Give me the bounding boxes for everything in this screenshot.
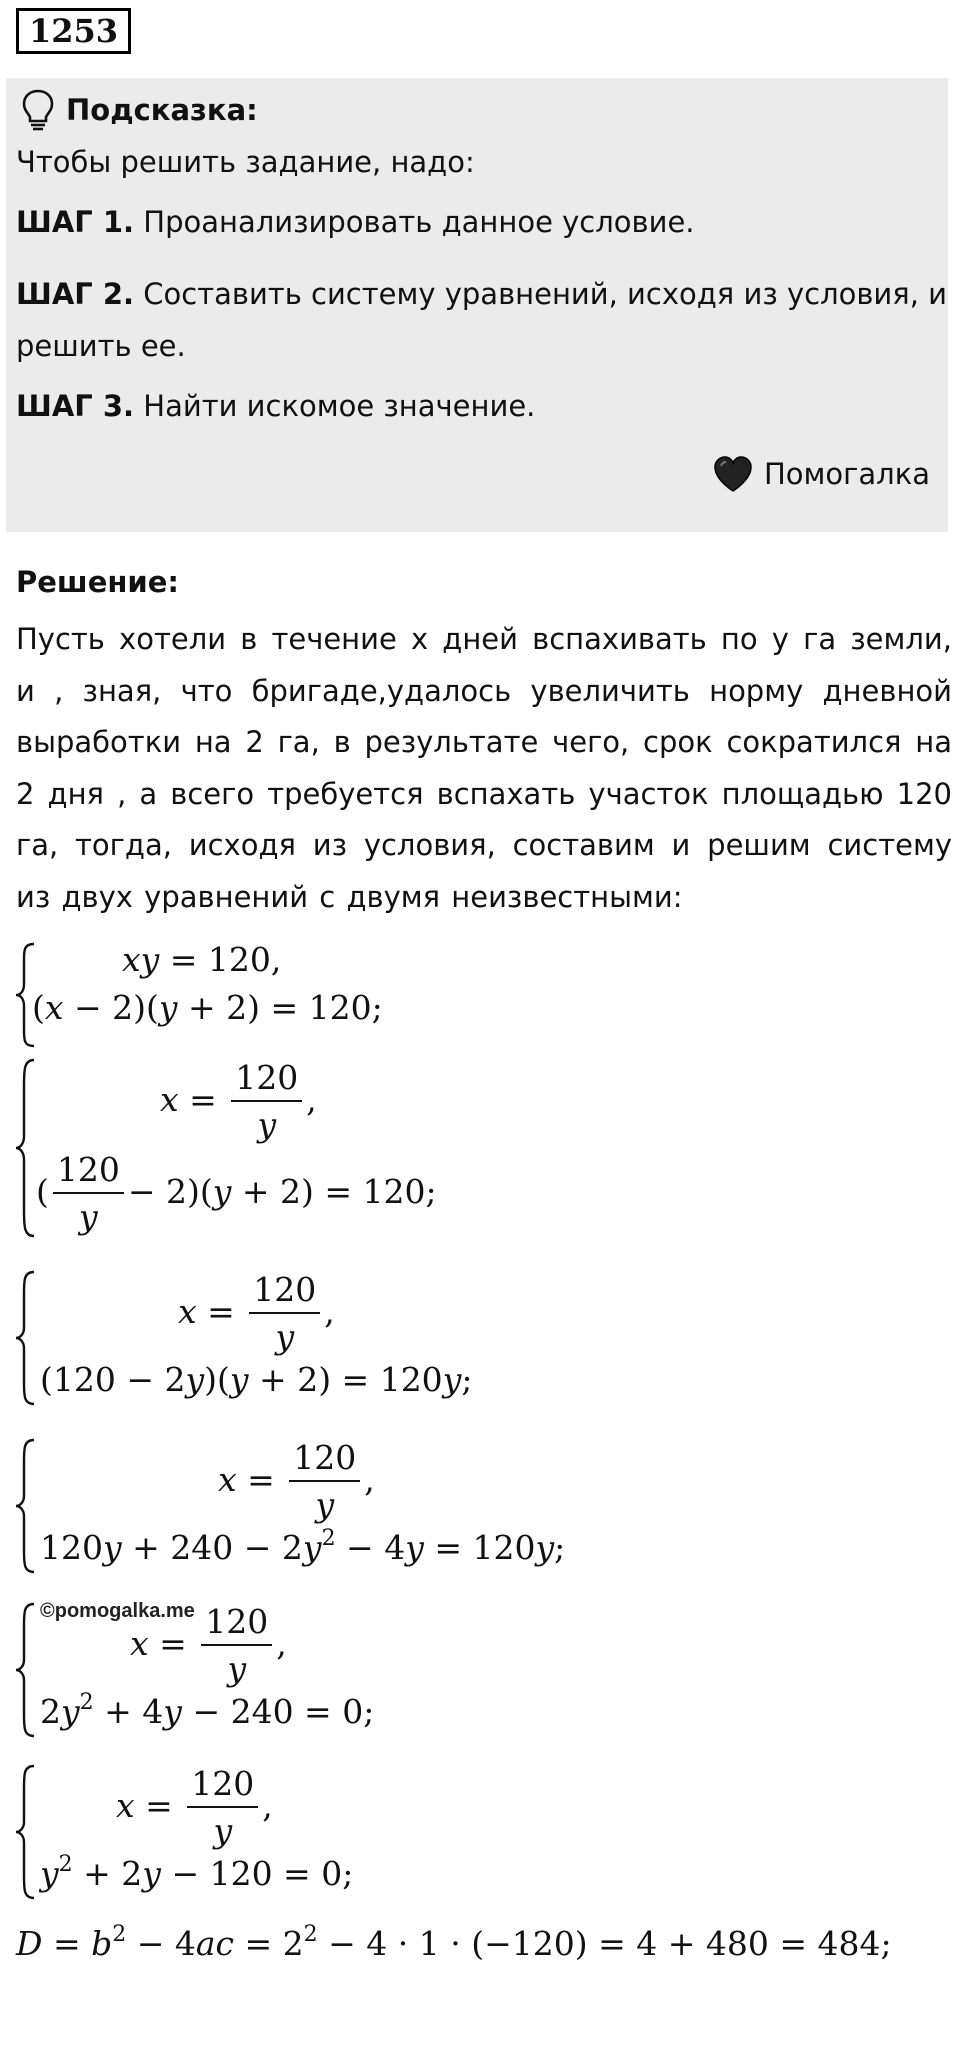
brace-icon — [14, 1436, 38, 1576]
equation: x = $\frac{120}{y}$ , — [178, 1270, 335, 1356]
brace-icon — [14, 1600, 38, 1740]
equation: (120 − 2y)(y + 2) = 120y; — [40, 1360, 473, 1399]
hint-step-2-cont: решить ее. — [16, 329, 186, 363]
hint-step-1 — [16, 196, 695, 248]
hint-intro: Чтобы решить задание, надо: — [16, 145, 475, 179]
solution-text: Пусть хотели в течение x дней вспахивать по y га земли, и , зная, что бригаде,удалось увеличить норму дневной выработки на 2 га, в результате чего, срок сократился на 2 дня , а всего требуется вспахать участок площадью 120 га, тогда, исходя из условия, составим и решим систему из двух уравнений с двумя неизвестными: — [16, 622, 952, 914]
heart-icon — [712, 454, 754, 494]
equation: $D = b^2 - 4ac = 2^2 - 4 \cdot 1 \cdot (-120) = 4 + 480 = 484$; — [16, 1922, 892, 1963]
watermark: ©pomogalka.me — [40, 1600, 195, 1622]
equation: $2y^2 + 4y - 240 = 0$; — [40, 1690, 375, 1731]
brace-icon — [14, 1268, 38, 1408]
step-3-text: Найти искомое значение. — [134, 389, 536, 423]
hint-step-2 — [16, 268, 947, 320]
system-6 — [14, 1762, 514, 1902]
system-4 — [14, 1436, 654, 1576]
hint-box — [6, 78, 948, 532]
solution-title: Решение: — [16, 565, 180, 599]
hint-step-3 — [16, 380, 535, 432]
equation: x = $\frac{120}{y}$ , — [130, 1602, 287, 1688]
lightbulb-icon — [20, 88, 56, 132]
system-3 — [14, 1268, 614, 1408]
equation: x = $\frac{120}{y}$ , — [116, 1764, 273, 1850]
equation: $120y + 240 - 2y^2 - 4y = 120y$; — [40, 1526, 566, 1567]
equation: (x − 2)(y + 2) = 120; — [32, 988, 383, 1027]
equation: xy = 120, — [122, 940, 282, 979]
step-3-label: ШАГ 3. — [16, 389, 135, 423]
equation: x = $\frac{120}{y}$ , — [160, 1058, 317, 1144]
step-1-text: Проанализировать данное условие. — [134, 205, 695, 239]
task-number: 1253 — [16, 8, 131, 54]
system-2 — [14, 1056, 614, 1240]
equation: $y^2 + 2y - 120 = 0$; — [40, 1852, 354, 1893]
helper-label: Помогалка — [764, 457, 930, 491]
equation: x = $\frac{120}{y}$ , — [218, 1438, 375, 1524]
step-2-text: Составить систему уравнений, исходя из условия, и — [134, 277, 948, 311]
equation: ( $\frac{120}{y}$ − 2)(y + 2) = 120; — [36, 1150, 437, 1236]
step-1-label: ШАГ 1. — [16, 205, 135, 239]
system-1 — [14, 940, 514, 1050]
helper-link[interactable] — [712, 448, 930, 500]
brace-icon — [14, 1056, 38, 1240]
step-2-label: ШАГ 2. — [16, 277, 135, 311]
hint-title: Подсказка: — [66, 93, 258, 127]
brace-icon — [14, 1762, 38, 1902]
